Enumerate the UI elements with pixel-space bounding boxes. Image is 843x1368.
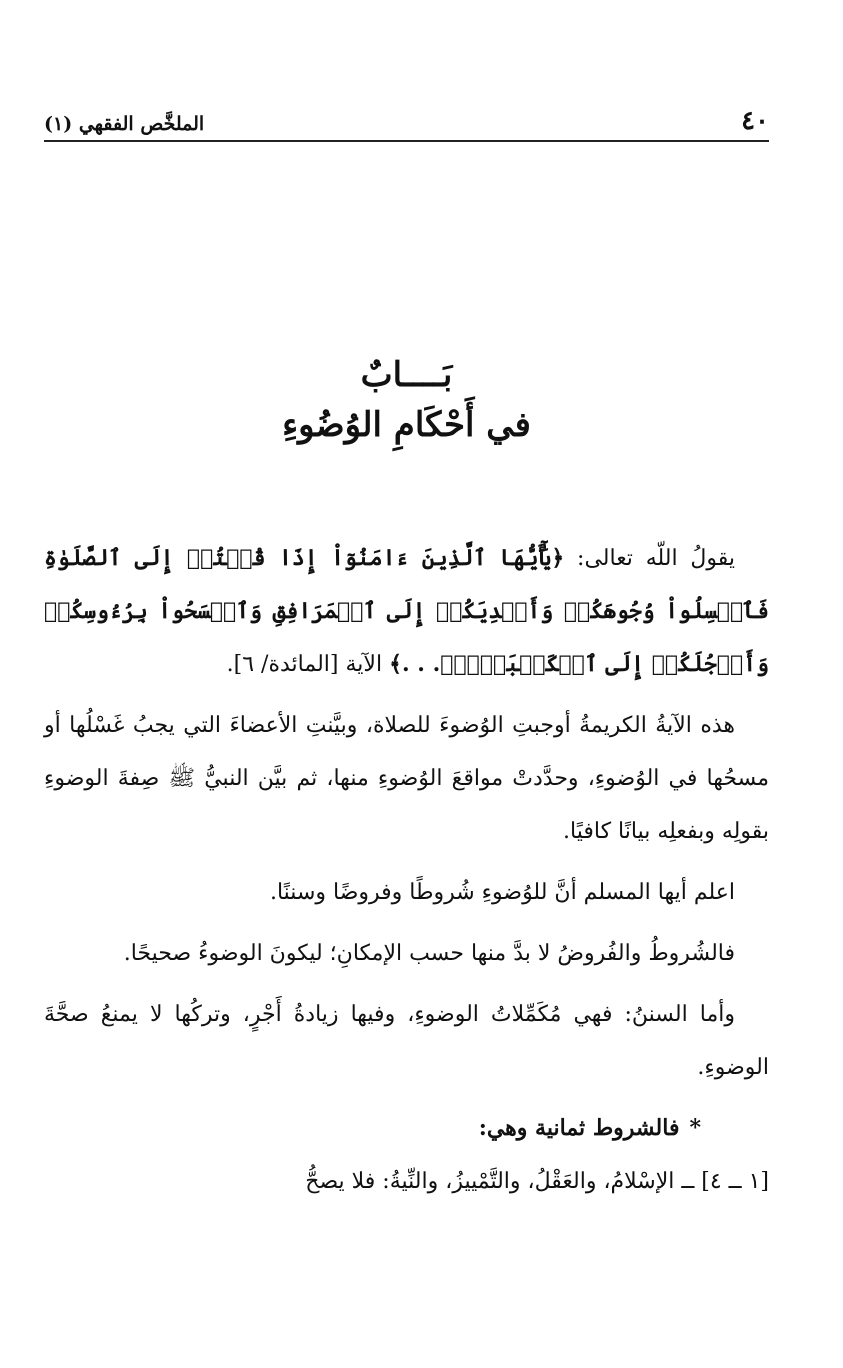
chapter-heading [44,352,769,451]
book-title: الملخَّص الفقهي (١) [44,113,205,135]
star-bullet: * [689,1115,701,1141]
page-number: ٤٠ [741,106,769,136]
running-header [44,98,769,142]
chapter-label: بَــــابٌ [360,355,453,395]
paragraph-conditions: فالشُروطُ والفُروضُ لا بدَّ منها حسب الإمكانِ؛ ليكونَ الوضوءُ صحيحًا. [123,941,735,966]
paragraph-explanation: هذه الآيةُ الكريمةُ أوجبتِ الوُضوءَ للصلاة، وبيَّنتِ الأعضاءَ التي يجبُ غَسْلُها أو مسحُها في الوُضوءِ، وحدَّدتْ مواقعَ الوُضوءِ منها، ثم بيَّن النبيُّ ﷺ صِفةَ الوضوءِ بقولِه وبفعلِه بيانًا كافيًا. [44,713,769,844]
conditions-heading [44,1102,769,1155]
paragraph-verse [44,532,769,691]
list-item: [١ ــ ٤] ــ الإسْلامُ، والعَقْلُ، والتَّمْييزُ، والنِّيةُ: فلا يصحُّ [305,1169,769,1194]
paragraph-conditions-intro: اعلم أيها المسلم أنَّ للوُضوءِ شُروطًا وفروضًا وسننًا. [269,880,735,905]
quran-verse: ﴿يَٰٓأَيُّهَا ٱلَّذِينَ ءَامَنُوٓاْ إِذَا قُمۡتُمۡ إِلَى ٱلصَّلَوٰةِ فَٱغۡسِلُواْ وُجُوهَكُمۡ وَأَيۡدِيَكُمۡ إِلَى ٱلۡمَرَافِقِ وَٱمۡسَحُواْ بِرُءُوسِكُمۡ وَأَرۡجُلَكُمۡ إِلَى ٱلۡكَعۡبَيۡنِۚ. . .﴾ [44,545,769,677]
verse-intro: يقولُ اللّه تعالى: [564,546,735,571]
body-text [44,532,769,1208]
chapter-title: في أَحْكَامِ الوُضُوءِ [282,404,531,445]
verse-reference: الآية [المائدة/ ٦]. [226,652,390,677]
conditions-heading-text: فالشروط ثمانية وهي: [478,1115,680,1141]
paragraph-sunnah: وأما السننُ: فهي مُكَمِّلاتُ الوضوءِ، وفيها زيادةُ أَجْرٍ، وتركُها لا يمنعُ صحَّةَ الوضوءِ. [44,1002,769,1080]
